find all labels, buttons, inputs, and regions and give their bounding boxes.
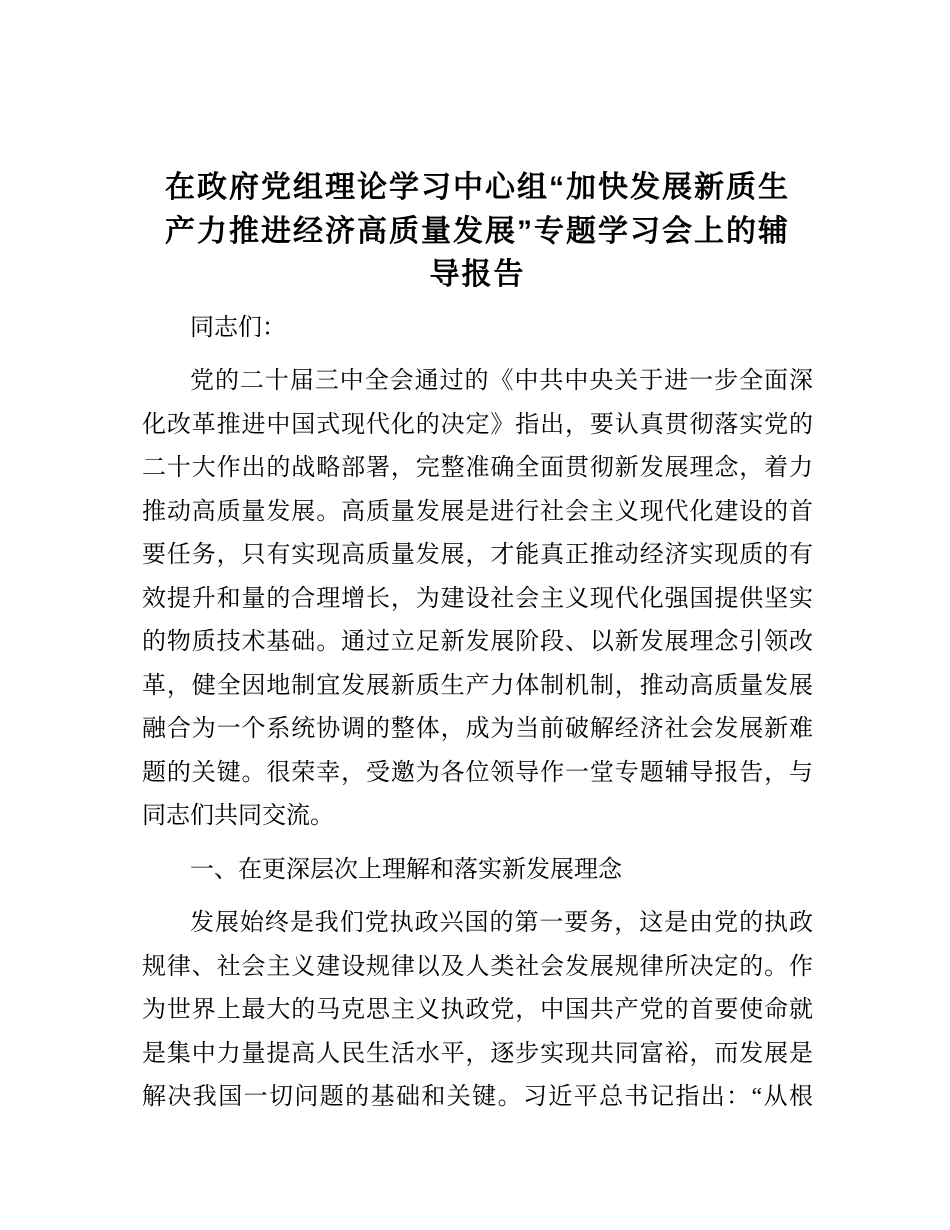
- text-line: 解决我国一切问题的基础和关键。习近平总书记指出：“从根: [142, 1084, 813, 1110]
- document-body: [142, 307, 813, 1120]
- text-line: 推动高质量发展。高质量发展是进行社会主义现代化建设的首: [142, 498, 813, 525]
- text-line: 是集中力量提高人民生活水平，逐步实现共同富裕，而发展是: [142, 1040, 813, 1067]
- title-line-2: 产力推进经济高质量发展”专题学习会上的辅: [165, 214, 790, 248]
- text-line: 为世界上最大的马克思主义执政党，中国共产党的首要使命就: [142, 997, 813, 1023]
- document-title: [142, 166, 813, 297]
- text-line: 同志们：: [190, 314, 286, 341]
- text-line: 化改革推进中国式现代化的决定》指出，要认真贯彻落实党的: [142, 411, 813, 438]
- salutation: [142, 307, 813, 351]
- text-line: 二十大作出的战略部署，完整准确全面贯彻新发展理念，着力: [142, 455, 813, 481]
- paragraph: [142, 360, 813, 839]
- heading: [142, 849, 813, 893]
- paragraph: [142, 902, 813, 1120]
- text-line: 规律、社会主义建设规律以及人类社会发展规律所决定的。作: [142, 953, 813, 980]
- text-line: 一、在更深层次上理解和落实新发展理念: [190, 856, 622, 883]
- document-content: [142, 0, 813, 1130]
- text-line: 同志们共同交流。: [142, 803, 334, 829]
- text-line: 融合为一个系统协调的整体，成为当前破解经济社会发展新难: [142, 716, 813, 742]
- text-line: 效提升和量的合理增长，为建设社会主义现代化强国提供坚实: [142, 585, 813, 612]
- text-line: 题的关键。很荣幸，受邀为各位领导作一堂专题辅导报告，与: [142, 759, 813, 786]
- text-line: 要任务，只有实现高质量发展，才能真正推动经济实现质的有: [142, 542, 813, 568]
- text-line: 发展始终是我们党执政兴国的第一要务，这是由党的执政: [190, 910, 813, 936]
- text-line: 的物质技术基础。通过立足新发展阶段、以新发展理念引领改: [142, 629, 813, 655]
- text-line: 革，健全因地制宜发展新质生产力体制机制，推动高质量发展: [142, 672, 813, 699]
- title-line-1: 在政府党组理论学习中心组“加快发展新质生: [165, 171, 790, 204]
- text-line: 党的二十届三中全会通过的《中共中央关于进一步全面深: [190, 368, 813, 394]
- title-line-3: 导报告: [429, 258, 526, 291]
